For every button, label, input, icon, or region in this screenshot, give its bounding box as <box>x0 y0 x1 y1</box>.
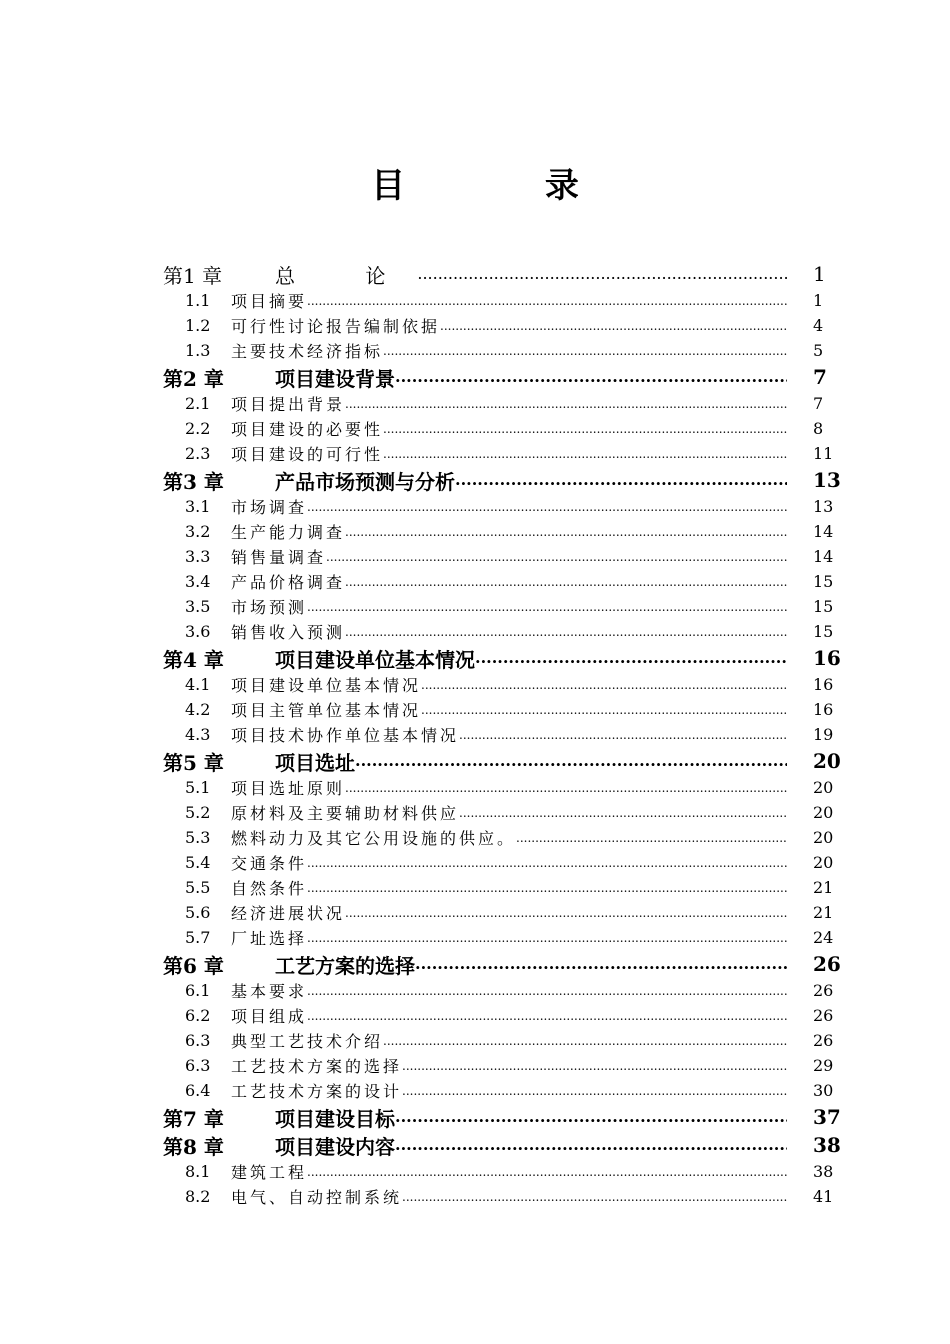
toc-chapter-row[interactable] <box>163 950 843 978</box>
toc-dot-leader <box>307 857 787 869</box>
toc-section-row[interactable] <box>163 391 843 416</box>
toc-entry-title: 项目建设目标 <box>275 1106 395 1131</box>
toc-entry-title: 产品市场预测与分析 <box>275 469 455 494</box>
toc-section-row[interactable] <box>163 697 843 722</box>
toc-entry-number: 4.2 <box>185 700 211 719</box>
toc-entry-page: 15 <box>813 622 834 641</box>
toc-entry-title: 项目提出背景 <box>231 395 346 414</box>
toc-section-row[interactable] <box>163 672 843 697</box>
toc-section-row[interactable] <box>163 288 843 313</box>
toc-entry-title: 项目主管单位基本情况 <box>231 701 422 720</box>
toc-dot-leader <box>417 266 787 282</box>
toc-entry-page: 26 <box>813 952 841 976</box>
toc-entry-number: 6.1 <box>185 981 211 1000</box>
toc-dot-leader <box>345 398 787 410</box>
toc-entry-number: 5.7 <box>185 928 211 947</box>
toc-entry-title: 销售量调查 <box>231 548 327 567</box>
toc-entry-number: 6.2 <box>185 1006 211 1025</box>
toc-dot-leader <box>455 472 787 488</box>
toc-entry-title: 建筑工程 <box>231 1163 308 1182</box>
toc-entry-page: 29 <box>813 1056 834 1075</box>
toc-entry-number: 3.4 <box>185 572 211 591</box>
toc-chapter-row[interactable] <box>163 644 843 672</box>
toc-entry-page: 5 <box>813 341 824 360</box>
toc-entry-number: 5.4 <box>185 853 211 872</box>
toc-entry-page: 7 <box>813 394 824 413</box>
toc-dot-leader <box>459 729 787 741</box>
toc-entry-title: 项目建设的必要性 <box>231 420 384 439</box>
toc-entry-page: 21 <box>813 903 834 922</box>
toc-dot-leader <box>355 753 787 769</box>
toc-entry-number: 第2 章 <box>163 366 224 391</box>
toc-dot-leader <box>402 1191 787 1203</box>
toc-dot-leader <box>440 320 787 332</box>
toc-dot-leader <box>395 1109 787 1125</box>
toc-entry-title: 市场预测 <box>231 598 308 617</box>
toc-chapter-row[interactable] <box>163 747 843 775</box>
toc-entry-page: 20 <box>813 749 841 773</box>
toc-entry-number: 3.6 <box>185 622 211 641</box>
toc-section-row[interactable] <box>163 441 843 466</box>
toc-entry-number: 1.2 <box>185 316 211 335</box>
toc-entry-title: 总 论 <box>275 263 418 288</box>
toc-section-row[interactable] <box>163 416 843 441</box>
toc-entry-page: 1 <box>813 262 826 286</box>
toc-dot-leader <box>307 985 787 997</box>
toc-section-row[interactable] <box>163 1184 843 1209</box>
toc-dot-leader <box>421 704 787 716</box>
toc-section-row[interactable] <box>163 569 843 594</box>
toc-dot-leader <box>307 932 787 944</box>
toc-entry-page: 37 <box>813 1105 841 1129</box>
toc-dot-leader <box>345 526 787 538</box>
toc-entry-number: 1.3 <box>185 341 211 360</box>
toc-entry-number: 2.1 <box>185 394 211 413</box>
toc-entry-number: 6.3 <box>185 1031 211 1050</box>
toc-entry-title: 项目建设单位基本情况 <box>231 676 422 695</box>
toc-entry-title: 自然条件 <box>231 879 308 898</box>
toc-entry-number: 3.2 <box>185 522 211 541</box>
toc-title: 目 录 <box>371 166 643 206</box>
toc-section-row[interactable] <box>163 594 843 619</box>
toc-section-row[interactable] <box>163 1078 843 1103</box>
toc-chapter-row[interactable] <box>163 260 843 288</box>
toc-entry-number: 8.2 <box>185 1187 211 1206</box>
toc-entry-number: 5.2 <box>185 803 211 822</box>
toc-entry-number: 8.1 <box>185 1162 211 1181</box>
toc-entry-title: 燃料动力及其它公用设施的供应。 <box>231 829 517 848</box>
toc-section-row[interactable] <box>163 722 843 747</box>
toc-section-row[interactable] <box>163 978 843 1003</box>
toc-dot-leader <box>459 807 787 819</box>
toc-dot-leader <box>383 1035 787 1047</box>
toc-entry-page: 20 <box>813 803 834 822</box>
toc-dot-leader <box>326 551 787 563</box>
toc-dot-leader <box>395 1137 787 1153</box>
toc-entry-title: 产品价格调查 <box>231 573 346 592</box>
toc-entry-title: 项目选址原则 <box>231 779 346 798</box>
toc-dot-leader <box>307 882 787 894</box>
toc-entry-title: 主要技术经济指标 <box>231 342 384 361</box>
toc-entry-title: 市场调查 <box>231 498 308 517</box>
toc-dot-leader <box>345 576 787 588</box>
toc-entry-page: 30 <box>813 1081 834 1100</box>
toc-entry-number: 第4 章 <box>163 647 224 672</box>
toc-entry-page: 8 <box>813 419 824 438</box>
toc-section-row[interactable] <box>163 544 843 569</box>
toc-dot-leader <box>345 626 787 638</box>
toc-section-row[interactable] <box>163 900 843 925</box>
toc-dot-leader <box>415 956 787 972</box>
toc-entry-number: 5.3 <box>185 828 211 847</box>
toc-dot-leader <box>395 369 787 385</box>
toc-entry-number: 第7 章 <box>163 1106 224 1131</box>
toc-entry-page: 7 <box>813 365 827 389</box>
toc-dot-leader <box>307 1166 787 1178</box>
toc-dot-leader <box>383 448 787 460</box>
toc-section-row[interactable] <box>163 338 843 363</box>
toc-entry-page: 26 <box>813 981 834 1000</box>
toc-entry-page: 38 <box>813 1133 841 1157</box>
toc-section-row[interactable] <box>163 1159 843 1184</box>
toc-entry-number: 第8 章 <box>163 1134 224 1159</box>
toc-entry-title: 项目建设单位基本情况 <box>275 647 475 672</box>
toc-entry-page: 13 <box>813 497 834 516</box>
toc-entry-page: 14 <box>813 547 834 566</box>
toc-dot-leader <box>383 345 787 357</box>
toc-section-row[interactable] <box>163 1003 843 1028</box>
toc-entry-number: 第5 章 <box>163 750 224 775</box>
toc-entry-title: 生产能力调查 <box>231 523 346 542</box>
toc-entry-title: 交通条件 <box>231 854 308 873</box>
toc-entry-title: 项目建设内容 <box>275 1134 395 1159</box>
toc-entry-title: 典型工艺技术介绍 <box>231 1032 384 1051</box>
toc-entry-number: 5.5 <box>185 878 211 897</box>
toc-entry-page: 38 <box>813 1162 834 1181</box>
toc-entry-number: 4.1 <box>185 675 211 694</box>
toc-entry-page: 11 <box>813 444 834 463</box>
toc-section-row[interactable] <box>163 494 843 519</box>
toc-entry-title: 工艺技术方案的选择 <box>231 1057 403 1076</box>
toc-entry-page: 16 <box>813 675 834 694</box>
toc-entry-title: 原材料及主要辅助材料供应 <box>231 804 460 823</box>
toc-section-row[interactable] <box>163 875 843 900</box>
toc-entry-number: 1.1 <box>185 291 211 310</box>
toc-entry-page: 14 <box>813 522 834 541</box>
toc-entry-page: 24 <box>813 928 834 947</box>
toc-section-row[interactable] <box>163 850 843 875</box>
toc-dot-leader <box>307 1010 787 1022</box>
toc-entry-page: 16 <box>813 700 834 719</box>
toc-entry-title: 销售收入预测 <box>231 623 346 642</box>
toc-entry-title: 可行性讨论报告编制依据 <box>231 317 441 336</box>
toc-entry-title: 项目技术协作单位基本情况 <box>231 726 460 745</box>
toc-entry-number: 6.3 <box>185 1056 211 1075</box>
toc-dot-leader <box>307 501 787 513</box>
toc-entry-title: 项目摘要 <box>231 292 308 311</box>
toc-chapter-row[interactable] <box>163 363 843 391</box>
toc-entry-title: 经济进展状况 <box>231 904 346 923</box>
toc-entry-title: 项目建设的可行性 <box>231 445 384 464</box>
toc-entry-page: 41 <box>813 1187 834 1206</box>
toc-dot-leader <box>402 1085 787 1097</box>
toc-entry-number: 第6 章 <box>163 953 224 978</box>
toc-dot-leader <box>345 782 787 794</box>
toc-dot-leader <box>307 295 787 307</box>
toc-entry-page: 20 <box>813 778 834 797</box>
toc-section-row[interactable] <box>163 800 843 825</box>
toc-entry-number: 2.3 <box>185 444 211 463</box>
toc-entry-page: 4 <box>813 316 824 335</box>
toc-entry-page: 20 <box>813 853 834 872</box>
toc-entry-number: 3.1 <box>185 497 211 516</box>
toc-chapter-row[interactable] <box>163 1103 843 1131</box>
toc-section-row[interactable] <box>163 619 843 644</box>
toc-dot-leader <box>421 679 787 691</box>
toc-section-row[interactable] <box>163 313 843 338</box>
toc-entry-number: 5.6 <box>185 903 211 922</box>
toc-dot-leader <box>516 832 787 844</box>
toc-entry-page: 16 <box>813 646 841 670</box>
toc-entry-number: 4.3 <box>185 725 211 744</box>
toc-entry-number: 5.1 <box>185 778 211 797</box>
toc-dot-leader <box>402 1060 787 1072</box>
toc-entry-title: 基本要求 <box>231 982 308 1001</box>
toc-section-row[interactable] <box>163 775 843 800</box>
toc-entry-page: 26 <box>813 1031 834 1050</box>
toc-entry-number: 2.2 <box>185 419 211 438</box>
toc-dot-leader <box>307 601 787 613</box>
toc-entry-page: 1 <box>813 291 824 310</box>
toc-entry-number: 第3 章 <box>163 469 224 494</box>
toc-entry-page: 20 <box>813 828 834 847</box>
toc-entry-title: 工艺方案的选择 <box>275 953 415 978</box>
toc-entry-page: 15 <box>813 572 834 591</box>
toc-chapter-row[interactable] <box>163 466 843 494</box>
toc-entry-title: 工艺技术方案的设计 <box>231 1082 403 1101</box>
toc-dot-leader <box>475 650 787 666</box>
toc-entry-title: 项目建设背景 <box>275 366 395 391</box>
toc-entry-number: 3.5 <box>185 597 211 616</box>
toc-entry-page: 13 <box>813 468 841 492</box>
toc-entry-title: 电气、自动控制系统 <box>231 1188 403 1207</box>
toc-entry-title: 厂址选择 <box>231 929 308 948</box>
toc-entry-page: 15 <box>813 597 834 616</box>
toc-dot-leader <box>345 907 787 919</box>
toc-chapter-row[interactable] <box>163 1131 843 1159</box>
toc-section-row[interactable] <box>163 925 843 950</box>
toc-section-row[interactable] <box>163 519 843 544</box>
toc-entry-page: 21 <box>813 878 834 897</box>
toc-dot-leader <box>383 423 787 435</box>
toc-section-row[interactable] <box>163 1028 843 1053</box>
toc-entry-number: 3.3 <box>185 547 211 566</box>
toc-entry-title: 项目选址 <box>275 750 355 775</box>
toc-entry-page: 19 <box>813 725 834 744</box>
toc-entry-title: 项目组成 <box>231 1007 308 1026</box>
toc-entry-page: 26 <box>813 1006 834 1025</box>
toc-section-row[interactable] <box>163 1053 843 1078</box>
toc-entry-number: 6.4 <box>185 1081 211 1100</box>
toc-section-row[interactable] <box>163 825 843 850</box>
toc-entry-number: 第1 章 <box>163 263 223 288</box>
toc-list <box>163 260 843 1209</box>
